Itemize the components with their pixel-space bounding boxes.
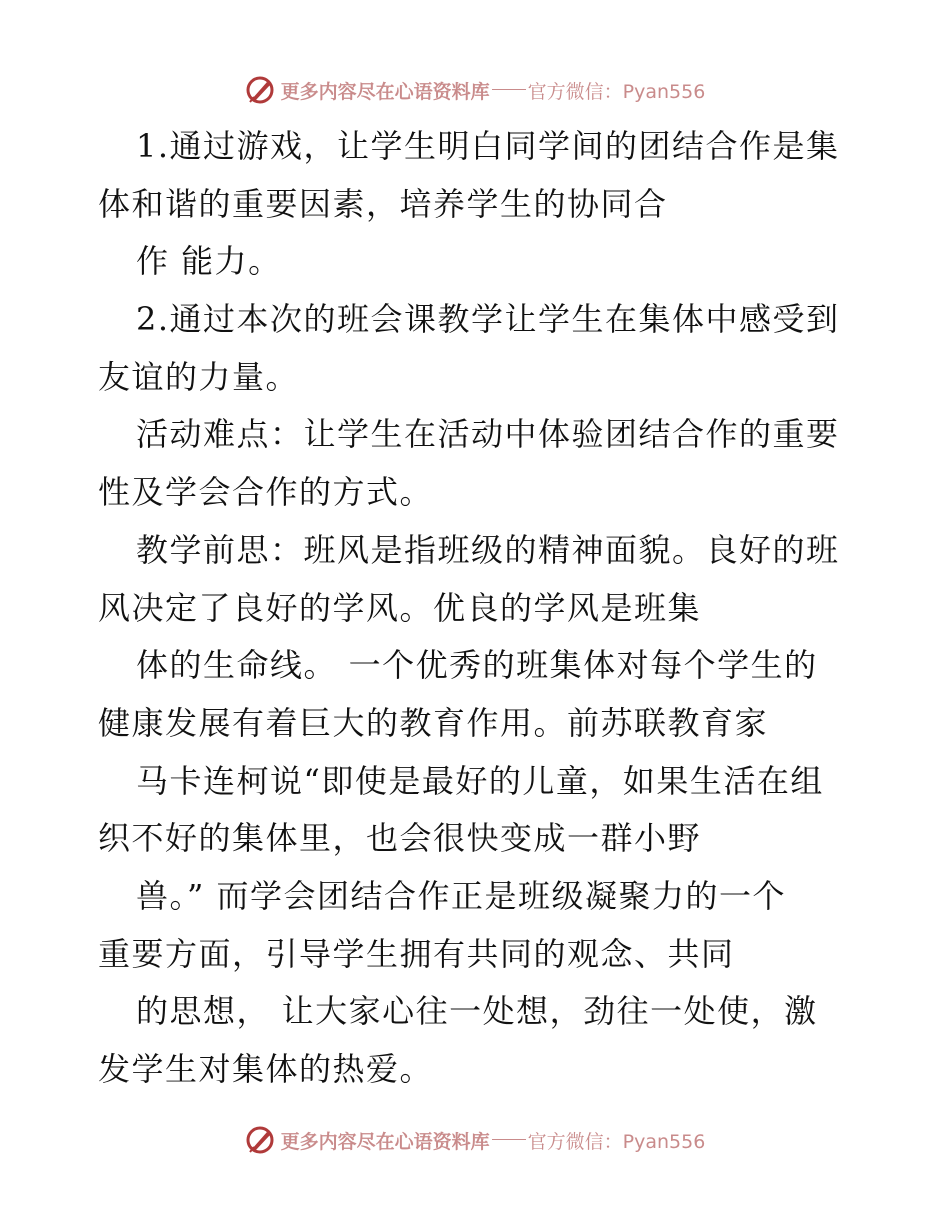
text-line: 作 能力。 [136,242,282,281]
quill-pen-logo-icon [245,75,275,105]
header-banner [0,70,950,110]
text-line: 体和谐的重要因素，培养学生的协同合 [98,184,668,223]
text-line: 友谊的力量。 [98,357,300,396]
banner-wechat: 官方微信：Pyan556 [527,1130,706,1153]
text-line: 风决定了良好的学风。优良的学风是班集 [98,588,702,627]
text-line: 发学生对集体的热爱。 [98,1050,434,1088]
text-line: 兽。” 而学会团结合作正是班级凝聚力的一个 [136,876,787,915]
banner-title: 更多内容尽在心语资料库 [280,1130,490,1153]
banner-dash [492,1139,526,1140]
text-line: 重要方面，引导学生拥有共同的观念、共同 [98,934,735,973]
banner-dash [492,89,526,90]
text-line: 性及学会合作的方式。 [98,473,434,512]
text-line: 健康发展有着巨大的教育作用。前苏联教育家 [98,703,769,742]
quill-pen-logo-icon [245,1125,275,1155]
text-line: 体的生命线。 一个优秀的班集体对每个学生的 [136,646,818,685]
text-line: 马卡连柯说“即使是最好的儿童，如果生活在组 [136,761,824,800]
footer-banner [0,1120,950,1160]
text-line: 2.通过本次的班会课教学让学生在集体中感受到 [136,300,840,339]
banner-title: 更多内容尽在心语资料库 [280,80,490,103]
text-line: 活动难点：让学生在活动中体验团结合作的重要 [136,415,840,454]
document-body [98,118,858,1099]
text-line: 织不好的集体里，也会很快变成一群小野 [98,819,702,858]
text-line: 1.通过游戏，让学生明白同学间的团结合作是集 [136,127,840,165]
text-line: 的思想， 让大家心往一处想，劲往一处使，激 [136,992,818,1031]
banner-wechat: 官方微信：Pyan556 [527,80,706,103]
text-line: 教学前思：班风是指班级的精神面貌。良好的班 [136,530,840,569]
